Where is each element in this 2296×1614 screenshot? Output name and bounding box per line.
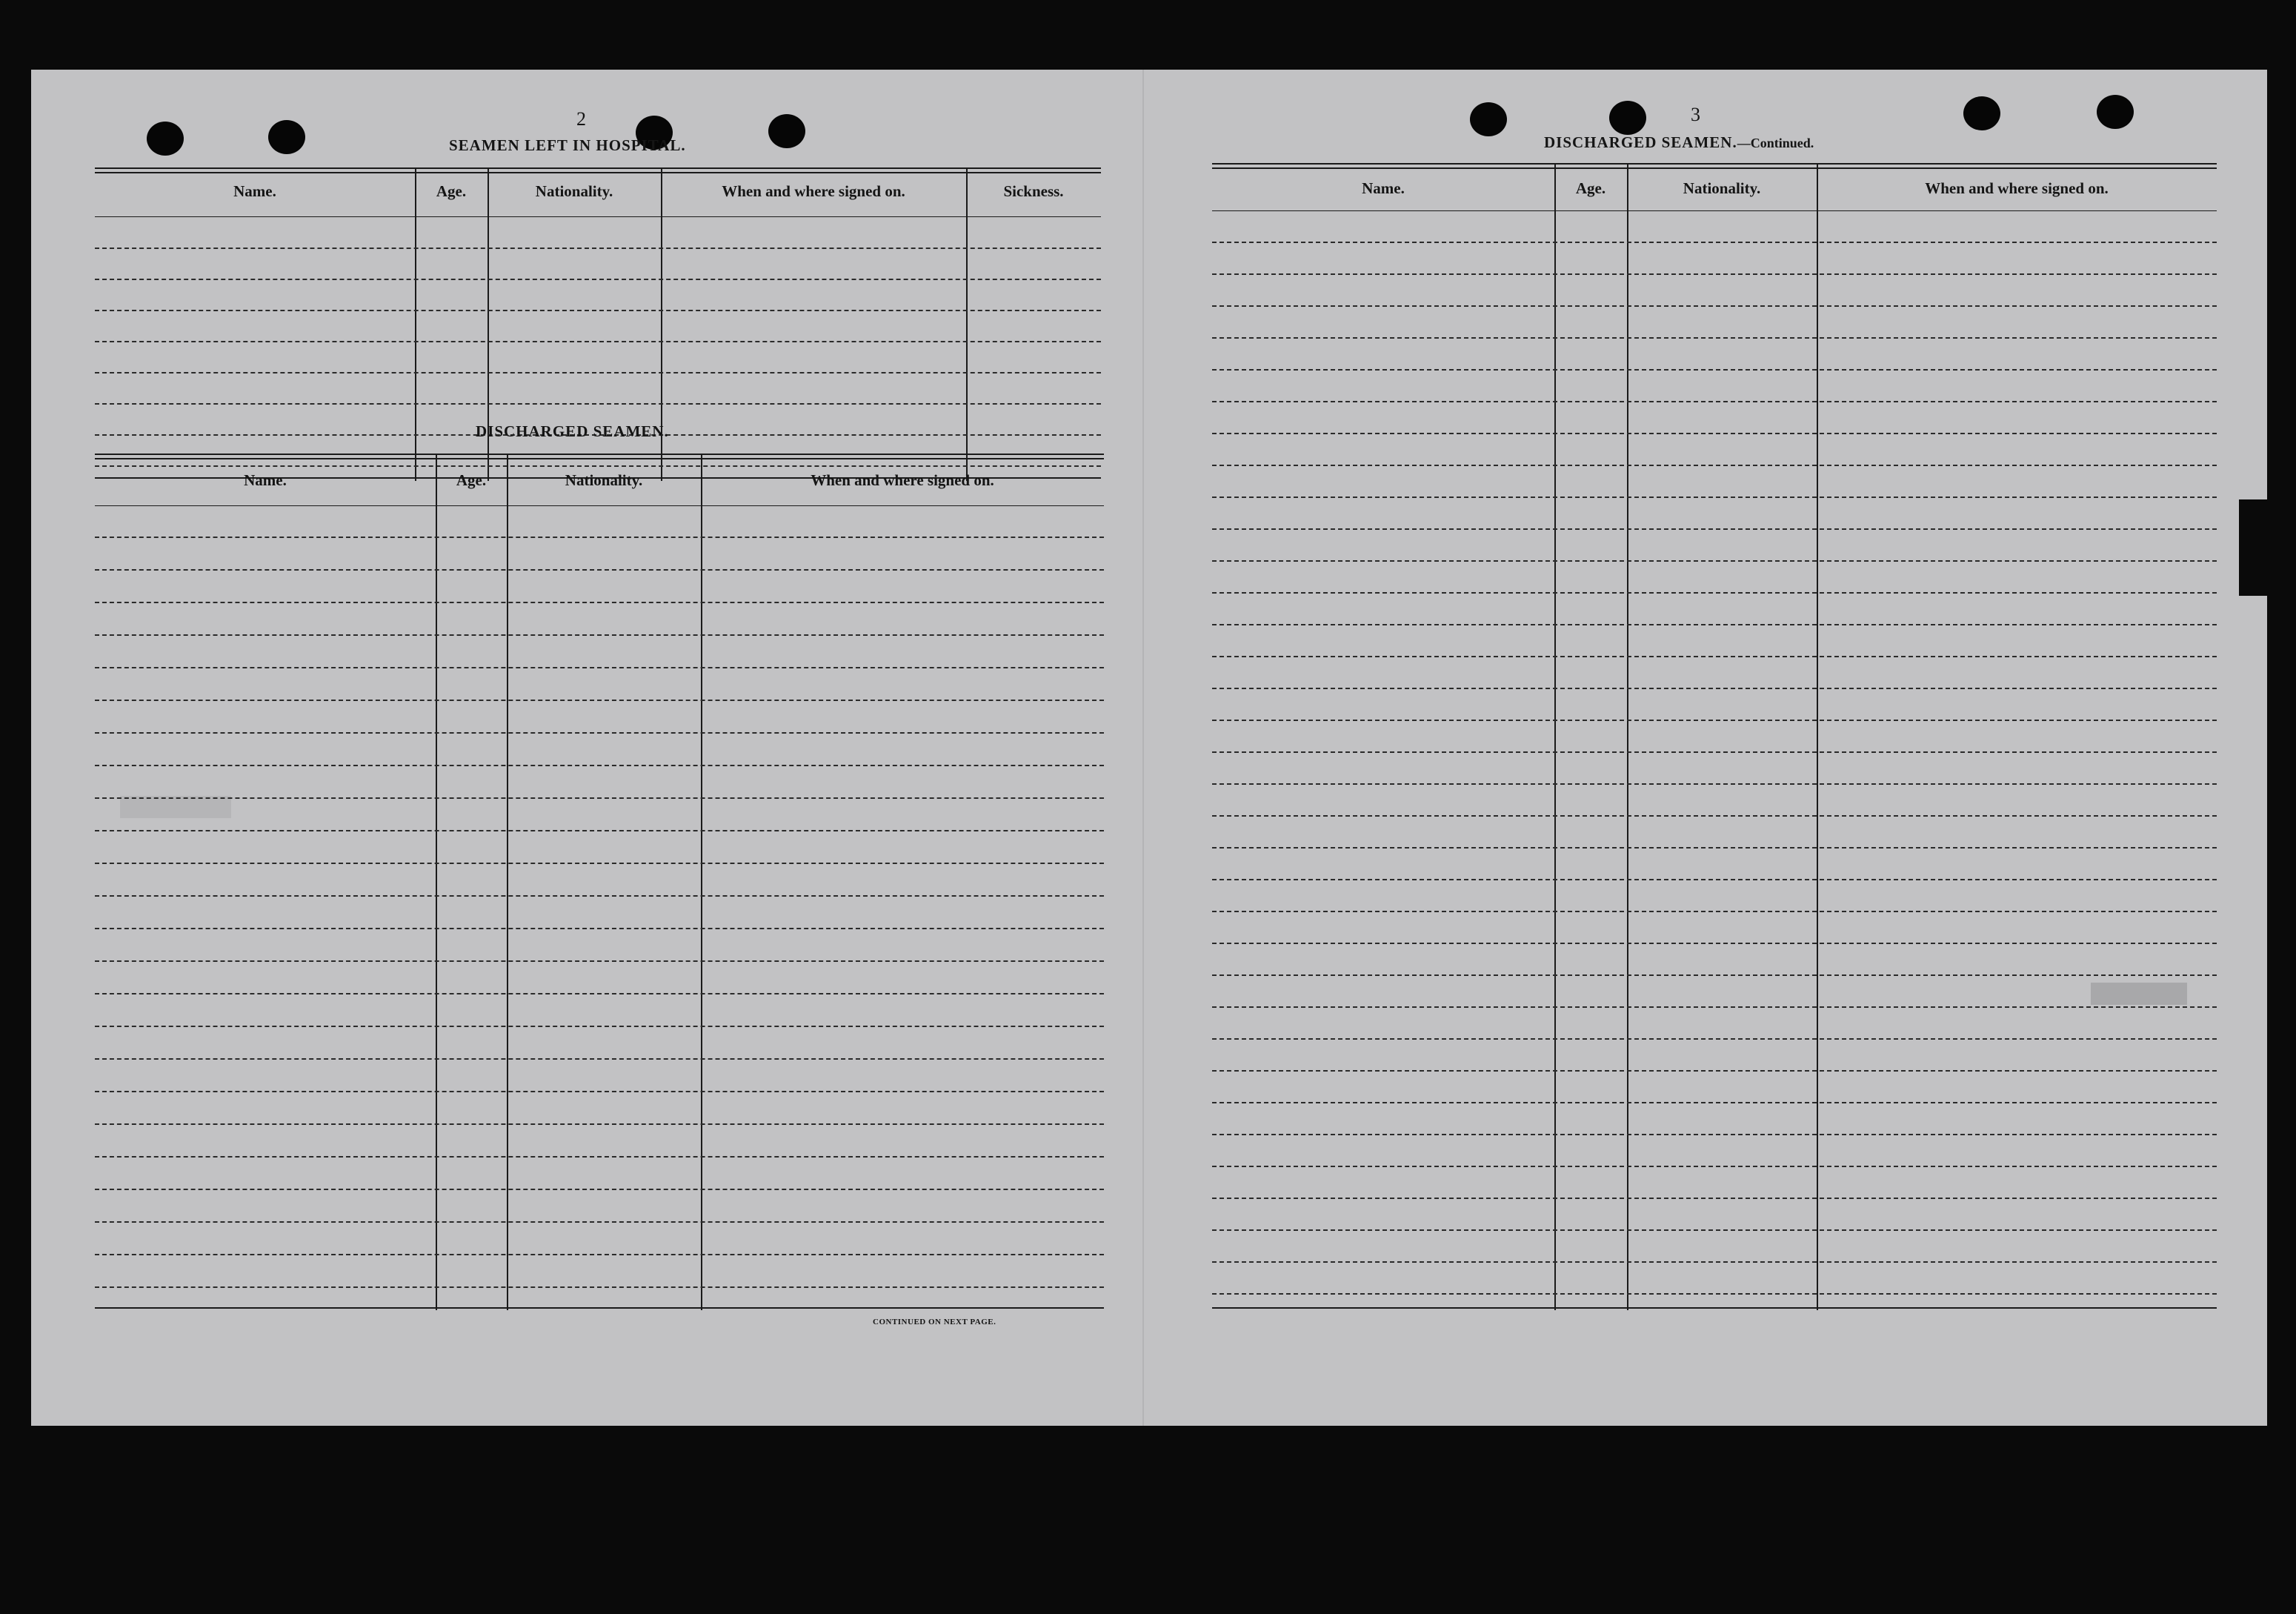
form-rule [1212,273,2217,275]
form-rule [1212,1070,2217,1072]
form-rule [95,248,1101,249]
punch-hole [1963,96,2000,130]
form-rule [95,667,1104,668]
form-rule [1212,465,2217,466]
form-rule [95,634,1104,636]
right-col-signed-on: When and where signed on. [1925,179,2109,197]
hospital-col-age: Age. [436,182,467,200]
form-rule [95,1221,1104,1223]
form-rule [95,341,1101,342]
punch-hole [147,122,184,156]
form-rule [95,403,1101,405]
right-col-name: Name. [1362,179,1405,197]
form-rule [1212,815,2217,817]
form-rule [95,1156,1104,1158]
punch-hole [2097,95,2134,129]
form-rule [95,928,1104,929]
hospital-col-sickness: Sickness. [1003,182,1064,200]
form-rule [1212,560,2217,562]
discharged-col-signed-on: When and where signed on. [811,471,994,489]
form-rule [95,602,1104,603]
continued-note: CONTINUED ON NEXT PAGE. [873,1318,996,1326]
form-rule [95,960,1104,962]
discharged-col-nationality: Nationality. [565,471,643,489]
form-rule [1212,1229,2217,1231]
punch-hole [768,114,805,148]
form-rule [95,700,1104,701]
form-rule [95,993,1104,994]
form-rule [1212,1102,2217,1103]
hospital-col-nationality: Nationality. [535,182,613,200]
form-rule [95,895,1104,897]
form-rule [1212,242,2217,243]
form-rule [95,1058,1104,1060]
form-rule [1212,847,2217,848]
discharged-continued-title-text: DISCHARGED SEAMEN. [1544,133,1737,151]
form-rule [1212,1293,2217,1295]
form-rule [95,863,1104,864]
continued-suffix: —Continued. [1737,136,1814,150]
form-rule [1212,401,2217,402]
form-rule [1212,528,2217,530]
hospital-col-name: Name. [233,182,276,200]
page-number-right: 3 [1691,104,1700,125]
right-col-nationality: Nationality. [1683,179,1761,197]
form-rule [1212,369,2217,371]
page-number-left: 2 [576,108,586,130]
form-rule [1212,1198,2217,1199]
form-rule [95,732,1104,734]
discharged-table-right [1212,163,2217,1341]
form-rule [1212,656,2217,657]
form-rule [95,372,1101,373]
form-rule [1212,720,2217,721]
form-rule [1212,592,2217,594]
form-rule [95,1254,1104,1255]
form-rule [1212,1134,2217,1135]
form-rule [1212,1006,2217,1008]
form-rule [1212,688,2217,689]
discharged-col-name: Name. [244,471,287,489]
form-rule [1212,943,2217,944]
form-rule [1212,974,2217,976]
punch-hole [1609,101,1646,135]
form-rule [1212,1261,2217,1263]
punch-hole [268,120,305,154]
form-rule [1212,497,2217,498]
discharged-table-left [95,454,1104,1340]
form-rule [95,830,1104,831]
form-rule [95,797,1104,799]
form-rule [1212,624,2217,625]
form-rule [95,279,1101,280]
page-fold [1142,70,1144,1426]
form-rule [1212,783,2217,785]
form-rule [95,310,1101,311]
hospital-section-title: SEAMEN LEFT IN HOSPITAL. [449,136,686,154]
right-col-age: Age. [1575,179,1606,197]
discharged-continued-title [1544,133,1814,152]
form-rule [95,765,1104,766]
form-rule [1212,911,2217,912]
form-rule [95,1091,1104,1092]
ledger-sheet [31,70,2267,1426]
torn-edge [2239,499,2269,596]
form-rule [95,1026,1104,1027]
form-rule [1212,433,2217,434]
form-rule [1212,305,2217,307]
form-rule [1212,1038,2217,1040]
form-rule [1212,337,2217,339]
form-rule [1212,879,2217,880]
form-rule [95,1123,1104,1125]
form-rule [1212,1166,2217,1167]
form-rule [95,537,1104,538]
hospital-col-signed-on: When and where signed on. [722,182,905,200]
punch-hole [1470,102,1507,136]
form-rule [95,569,1104,571]
form-rule [95,1286,1104,1288]
form-rule [95,1189,1104,1190]
form-rule [1212,751,2217,753]
discharged-section-title: DISCHARGED SEAMEN. [476,422,669,440]
discharged-col-age: Age. [456,471,487,489]
